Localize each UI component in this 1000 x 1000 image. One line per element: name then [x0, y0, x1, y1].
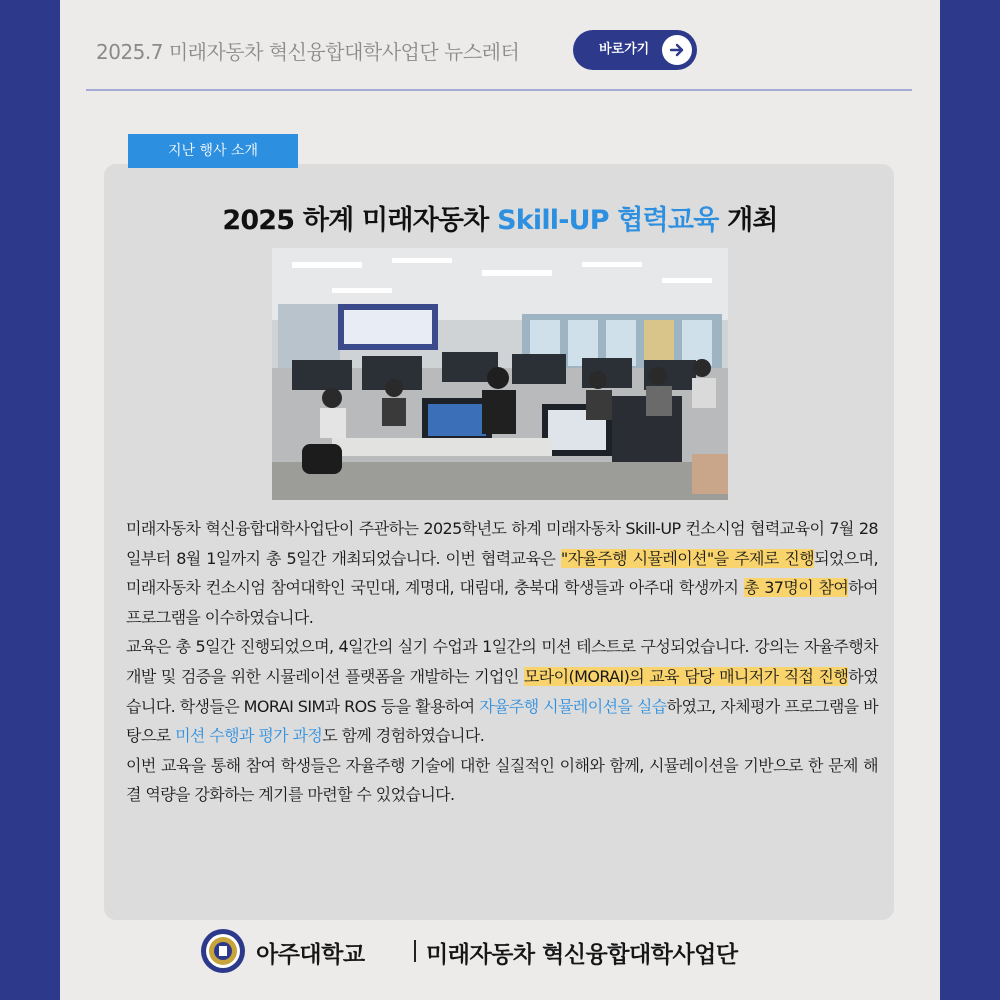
p2-blue-mission: 미션 수행과 평가 과정 [175, 726, 323, 746]
p2-highlight-instructor: 모라이(MORAI)의 교육 담당 매니저가 직접 진행 [523, 666, 849, 686]
p2-text-g: 도 함께 경험하였습니다. [322, 726, 485, 746]
go-button-label: 바로가기 [599, 42, 650, 57]
paragraph-1 [126, 514, 878, 632]
paragraph-2 [126, 632, 878, 750]
title-post: 개최 [718, 205, 778, 236]
header-divider [86, 89, 912, 91]
arrow-right-icon [662, 35, 692, 65]
footer-department: 미래자동차 혁신융합대학사업단 [426, 942, 738, 968]
p2-text-a: 교육은 총 5일간 진행되었으며, 4일간의 실기 수업과 1일간의 미션 테스트로 구성되었습니다. 강의는 자율주행차 개발 및 검증을 위한 시뮬레이션 플랫폼을 개발하는 기업인 [126, 637, 878, 686]
p1-highlight-count: 총 37명이 참여 [743, 578, 849, 598]
p2-text-c: 하였습니다. 학생들은 MORAI SIM과 ROS 등을 활용하여 [126, 666, 878, 716]
newsletter-page [60, 0, 940, 1000]
footer-university: 아주대학교 [256, 942, 365, 968]
title-highlight: Skill-UP 협력교육 [497, 205, 719, 236]
p1-text-a: 미래자동차 혁신융합대학사업단이 주관하는 2025학년도 하계 미래자동차 Skill-UP 컨소시엄 협력교육이 7월 28일부터 8월 1일까지 총 5일간 개최되었습니다. 이번 협력교육은 [126, 519, 878, 568]
p1-text-c: 되었으며, 미래자동차 컨소시엄 참여대학인 국민대, 계명대, 대림대, 충북대 학생들과 아주대 학생까지 [126, 548, 878, 598]
p2-text-e: 하였고, 자체평가 프로그램을 바탕으로 [126, 696, 878, 746]
section-tag: 지난 행사 소개 [128, 134, 298, 168]
event-photo [272, 248, 728, 500]
p1-highlight-topic: "자율주행 시뮬레이션"을 주제로 진행 [560, 548, 815, 568]
article-title [60, 198, 940, 237]
title-pre: 2025 하계 미래자동차 [222, 205, 498, 236]
paragraph-3: 이번 교육을 통해 참여 학생들은 자율주행 기술에 대한 실질적인 이해와 함께, 시뮬레이션을 기반으로 한 문제 해결 역량을 강화하는 계기를 마련할 수 있었습니다. [126, 755, 878, 805]
university-seal-icon [200, 928, 246, 978]
p2-blue-practice: 자율주행 시뮬레이션을 실습 [479, 696, 667, 716]
p1-text-e: 하여 프로그램을 이수하였습니다. [126, 578, 878, 627]
footer [60, 926, 940, 978]
newsletter-title: 2025.7 미래자동차 혁신융합대학사업단 뉴스레터 [96, 40, 520, 64]
go-button[interactable] [573, 30, 697, 70]
footer-separator [414, 940, 416, 962]
article-body [126, 514, 878, 810]
